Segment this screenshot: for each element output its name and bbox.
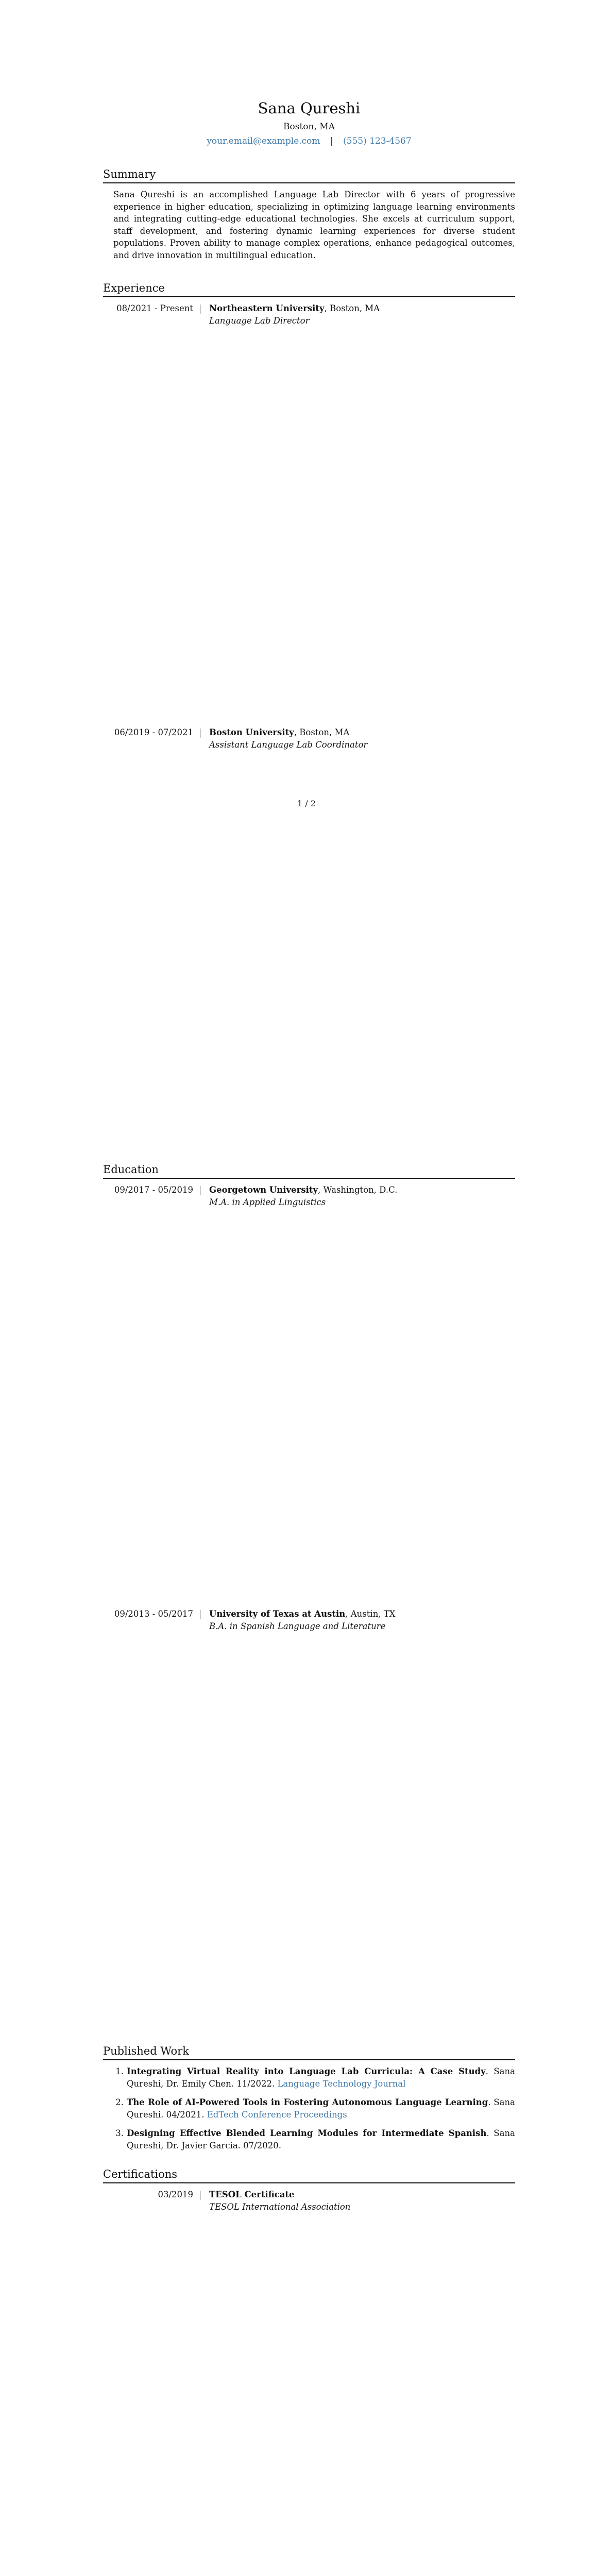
entry-content: [201, 302, 380, 726]
publications-heading: Published Work: [103, 2045, 189, 2057]
entry-content: [201, 726, 367, 1150]
publication-title: Designing Effective Blended Learning Modules for Intermediate Spanish: [127, 2128, 487, 2138]
publication-details: . Sana Qureshi, Dr. Emily Chen. 11/2022.: [127, 2066, 515, 2089]
section-rule: [103, 296, 515, 297]
certification-entry: [103, 2189, 515, 2576]
entry-date: 03/2019: [158, 2190, 193, 2199]
certification-issuer: TESOL International Association: [209, 2201, 351, 2212]
publication-details: . Sana Qureshi, Dr. Javier Garcia. 07/2020.: [127, 2128, 515, 2150]
publication-venue-link[interactable]: Language Technology Journal: [277, 2078, 406, 2089]
education-heading: Education: [103, 1163, 159, 1176]
contact-line: [103, 135, 515, 147]
experience-section: [103, 281, 515, 1150]
publications-section: [103, 2044, 515, 2151]
publication-item: [103, 2065, 515, 2090]
experience-entry: [103, 302, 515, 726]
certification-name: TESOL Certificate: [209, 2190, 295, 2199]
contact-separator: |: [330, 136, 333, 146]
publication-number: 1.: [115, 2066, 124, 2076]
summary-text: Sana Qureshi is an accomplished Language Lab Director with 6 years of progressive experience in higher education, specializing in optimizing language learning environments and integrating cutting-edge educational technologies. She excels at curriculum support, staff development, and fostering dynamic learning experiences for diverse student populations. Proven ability to manage complex operations, enhance pedagogical outcomes, and drive innovation in multilingual education.: [113, 190, 515, 260]
publication-item: [103, 2096, 515, 2121]
publication-list: [103, 2065, 515, 2151]
entry-place: , Boston, MA: [294, 727, 350, 737]
section-rule: [103, 2059, 515, 2060]
certifications-heading: Certifications: [103, 2168, 178, 2180]
entry-degree: B.A. in Spanish Language and Literature: [209, 1621, 386, 1631]
section-rule: [103, 2182, 515, 2183]
entry-content: [201, 1608, 396, 2031]
phone-link[interactable]: (555) 123-4567: [343, 136, 412, 146]
publication-number: 3.: [115, 2128, 124, 2138]
experience-heading: Experience: [103, 282, 165, 294]
entry-date: 09/2017 - 05/2019: [114, 1185, 193, 1195]
resume-page: [103, 98, 515, 2576]
candidate-name: Sana Qureshi: [258, 99, 361, 117]
education-section: [103, 1162, 515, 2031]
page-number: 1 / 2: [297, 799, 316, 808]
entry-place: , Washington, D.C.: [318, 1185, 398, 1195]
entry-content: [201, 1184, 397, 1607]
certifications-section: [103, 2167, 515, 2576]
entry-date: 08/2021 - Present: [116, 303, 193, 313]
entry-org: University of Texas at Austin: [209, 1609, 346, 1619]
publication-item: [103, 2127, 515, 2151]
publication-title: Integrating Virtual Reality into Language Lab Curricula: A Case Study: [127, 2066, 486, 2076]
candidate-location: Boston, MA: [283, 122, 335, 132]
summary-section: [103, 167, 515, 261]
publication-number: 2.: [115, 2097, 124, 2107]
entry-date: 09/2013 - 05/2017: [114, 1609, 193, 1619]
section-rule: [103, 182, 515, 183]
entry-org: Georgetown University: [209, 1185, 318, 1195]
publication-details: . Sana Qureshi. 04/2021.: [127, 2097, 515, 2120]
entry-org: Boston University: [209, 727, 294, 737]
entry-content: [201, 2189, 350, 2576]
entry-role: Assistant Language Lab Coordinator: [209, 739, 368, 750]
entry-place: , Boston, MA: [324, 303, 380, 313]
entry-place: , Austin, TX: [345, 1609, 396, 1619]
section-rule: [103, 1178, 515, 1179]
publication-venue-link[interactable]: EdTech Conference Proceedings: [207, 2109, 347, 2120]
education-entry: [103, 1608, 515, 2031]
entry-date: 06/2019 - 07/2021: [114, 727, 193, 737]
email-link[interactable]: your.email@example.com: [207, 136, 320, 146]
entry-role: Language Lab Director: [209, 315, 310, 326]
education-entry: [103, 1184, 515, 1607]
summary-heading: Summary: [103, 168, 156, 180]
entry-org: Northeastern University: [209, 303, 325, 313]
experience-entry: [103, 726, 515, 1150]
publication-title: The Role of AI-Powered Tools in Fostering Autonomous Language Learning: [127, 2097, 488, 2107]
entry-degree: M.A. in Applied Linguistics: [209, 1197, 326, 1207]
